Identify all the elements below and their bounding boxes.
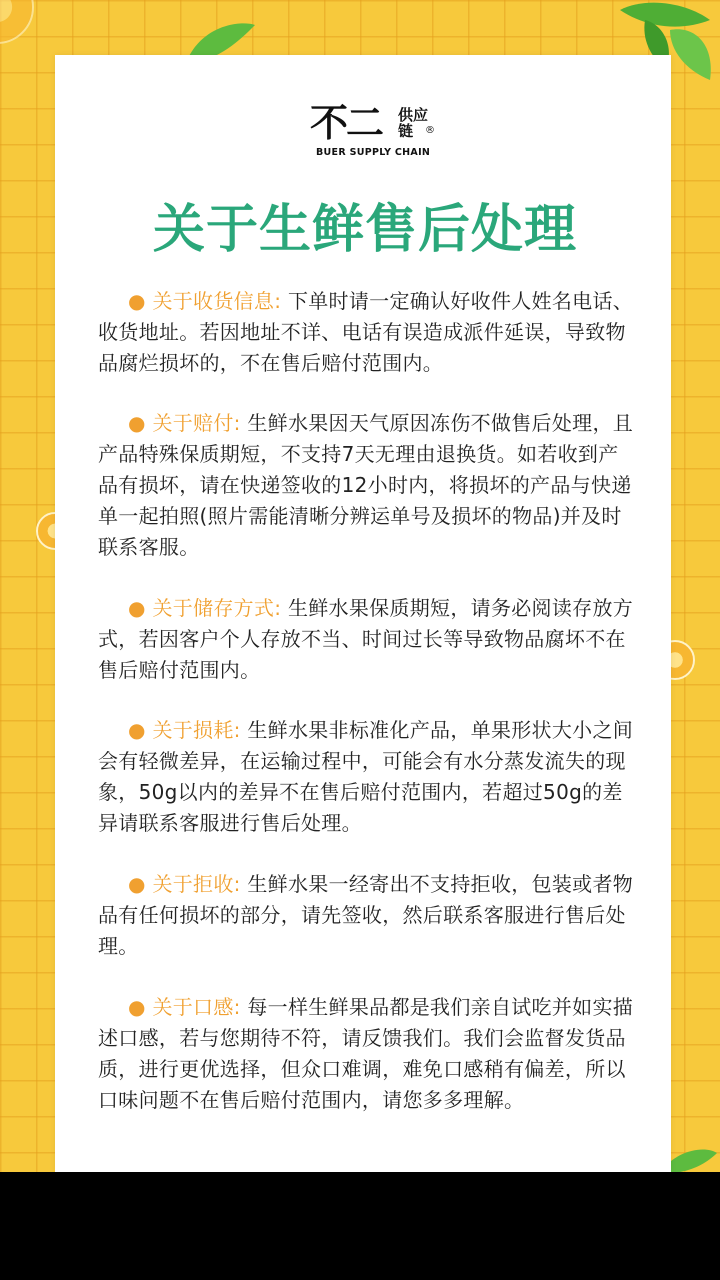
logo-english-text: BUER SUPPLY CHAIN <box>316 147 431 158</box>
section-loss <box>98 715 638 839</box>
section-rejection <box>98 869 638 962</box>
section-text: 生鲜水果保质期短，请务必阅读存放方式，若因客户个人存放不当、时间过长等导致物品腐坏不在售后赔付范围内。 <box>98 596 634 682</box>
bullet-dot: ● <box>128 596 146 620</box>
section-taste <box>98 992 638 1116</box>
section-storage <box>98 593 638 686</box>
section-text: 每一样生鲜果品都是我们亲自试吃并如实描述口感，若与您期待不符，请反馈我们。我们会监督发货品质，进行更优选择，但众口难调，难免口感稍有偏差，所以口味问题不在售后赔付范围内，请您多多理解。 <box>98 995 634 1112</box>
section-label: 关于收货信息: <box>152 289 282 313</box>
section-compensation <box>98 408 638 563</box>
section-text: 生鲜水果非标准化产品，单果形状大小之间会有轻微差异，在运输过程中，可能会有水分蒸发流失的现象，50g以内的差异不在售后赔付范围内，若超过50g的差异请联系客服进行售后处理。 <box>98 718 634 835</box>
section-receiving-info <box>98 286 638 379</box>
section-text: 生鲜水果因天气原因冻伤不做售后处理，且产品特殊保质期短，不支持7天无理由退换货。如若收到产品有损坏，请在快递签收的12小时内，将损坏的产品与快递单一起拍照(照片需能清晰分辨运单号及损坏的物品)并及时联系客服。 <box>98 411 634 559</box>
section-label: 关于拒收: <box>152 872 241 896</box>
logo-registered-mark: ® <box>425 125 435 136</box>
section-label: 关于口感: <box>152 995 241 1019</box>
section-label: 关于储存方式: <box>152 596 282 620</box>
section-text: 下单时请一定确认好收件人姓名电话、收货地址。若因地址不详、电话有误造成派件延误，导致物品腐烂损坏的，不在售后赔付范围内。 <box>98 289 634 375</box>
section-text: 生鲜水果一经寄出不支持拒收，包装或者物品有任何损坏的部分，请先签收，然后联系客服进行售后处理。 <box>98 872 634 958</box>
logo-main-text: 不二 <box>310 100 383 145</box>
bullet-dot: ● <box>128 995 146 1019</box>
bullet-dot: ● <box>128 872 146 896</box>
page-title: 关于生鲜售后处理 <box>152 199 577 260</box>
brand-logo <box>310 100 440 160</box>
section-label: 关于赔付: <box>152 411 241 435</box>
section-label: 关于损耗: <box>152 718 241 742</box>
bullet-dot: ● <box>128 718 146 742</box>
logo-side-text: 供应链 <box>398 106 429 140</box>
bullet-dot: ● <box>128 289 146 313</box>
orange-slice-top-left-icon <box>0 0 34 44</box>
bullet-dot: ● <box>128 411 146 435</box>
